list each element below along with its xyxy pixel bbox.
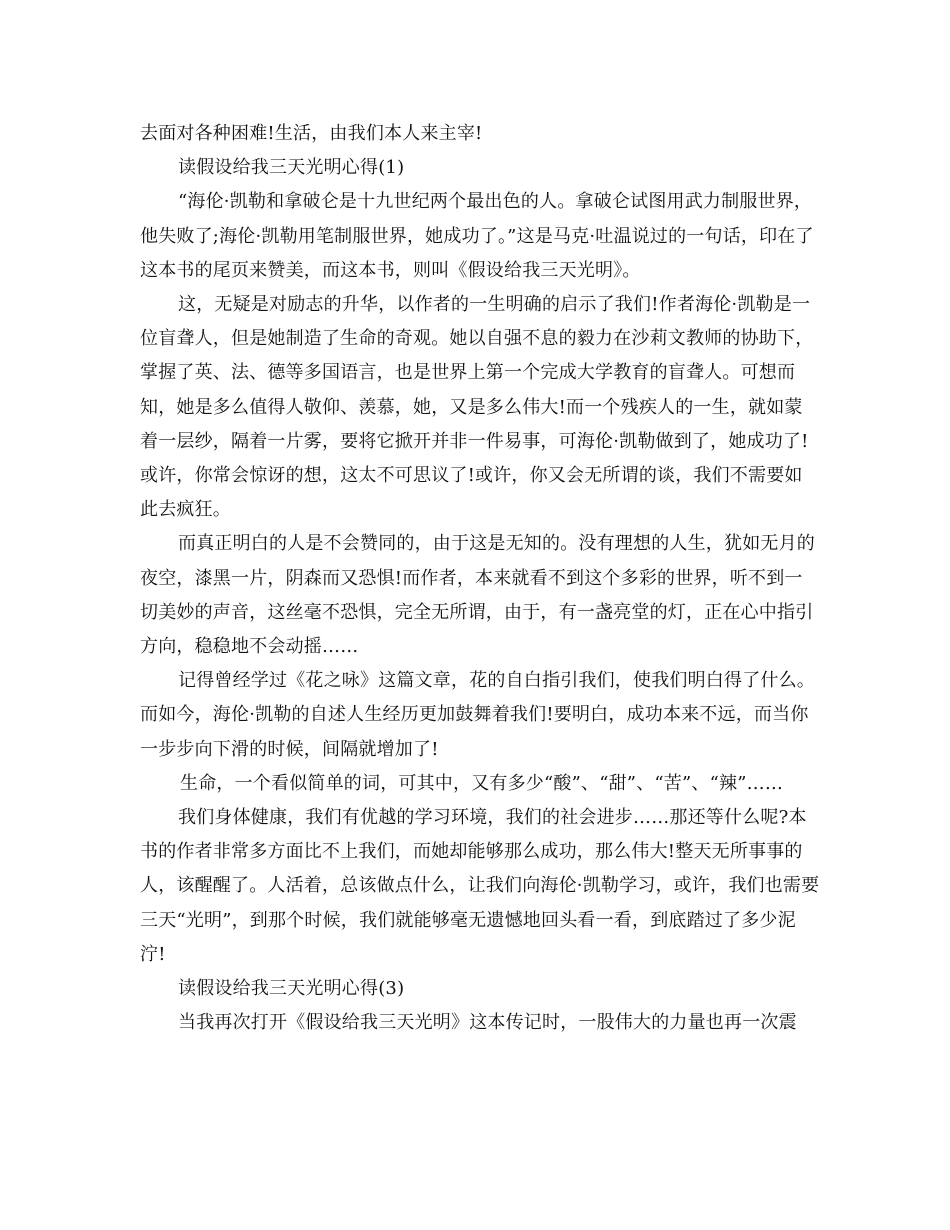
paragraph-reopen: 当我再次打开《假设给我三天光明》这本传记时，一股伟大的力量也再一次震 xyxy=(178,1012,797,1034)
section-heading-1: 读假设给我三天光明心得(1) xyxy=(178,157,405,179)
paragraph-continuation: 去面对各种困难!生活，由我们本人来主宰! xyxy=(140,123,483,144)
paragraph-inspiration: 这，无疑是对励志的升华，以作者的一生明确的启示了我们!作者海伦·凯勒是一位盲聋人，但是她制造了生命的奇观。她以自强不息的毅力在沙莉文教师的协助下，掌握了英、法、德等多国语言，也是世界上第一个完成大学教育的盲聋人。可想而知，她是多么值得人敬仰、羡慕，她，又是多么伟大!而一个残疾人的一生，就如蒙着一层纱，隔着一片雾，要将它掀开并非一件易事，可海伦·凯勒做到了，她成功了!或许，你常会惊讶的想，这太不可思议了!或许，你又会无所谓的谈，我们不需要如此去疯狂。 xyxy=(140,294,814,521)
section-heading-3: 读假设给我三天光明心得(3) xyxy=(178,978,405,1000)
paragraph-reflection: 我们身体健康，我们有优越的学习环境，我们的社会进步……那还等什么呢?本书的作者非常多方面比不上我们，而她却能够那么成功，那么伟大!整天无所事事的人，该醒醒了。人活着，总该做点什么，让我们向海伦·凯勒学习，或许，我们也需要三天“光明”，到那个时候，我们就能够毫无遗憾地回头看一看，到底踏过了多少泥泞! xyxy=(140,807,820,965)
paragraph-flower-ode: 记得曾经学过《花之咏》这篇文章，花的自白指引我们，使我们明白得了什么。而如今，海伦·凯勒的自述人生经历更加鼓舞着我们!要明白，成功本来不远，而当你一步步向下滑的时候，间隔就增加了! xyxy=(140,670,815,760)
paragraph-life: 生命，一个看似简单的词，可其中，又有多少“酸”、“甜”、“苦”、“辣”…… xyxy=(180,772,784,794)
document-body xyxy=(140,117,820,1040)
paragraph-quote: “海伦·凯勒和拿破仑是十九世纪两个最出色的人。拿破仑试图用武力制服世界，他失败了;海伦·凯勒用笔制服世界，她成功了。”这是马克·吐温说过的一句话，印在了这本书的尾页来赞美，而这本书，则叫《假设给我三天光明》。 xyxy=(140,191,814,281)
paragraph-understanding: 而真正明白的人是不会赞同的，由于这是无知的。没有理想的人生，犹如无月的夜空，漆黑一片，阴森而又恐惧!而作者，本来就看不到这个多彩的世界，听不到一切美妙的声音，这丝毫不恐惧，完全无所谓，由于，有一盏亮堂的灯，正在心中指引方向，稳稳地不会动摇…… xyxy=(140,533,815,658)
